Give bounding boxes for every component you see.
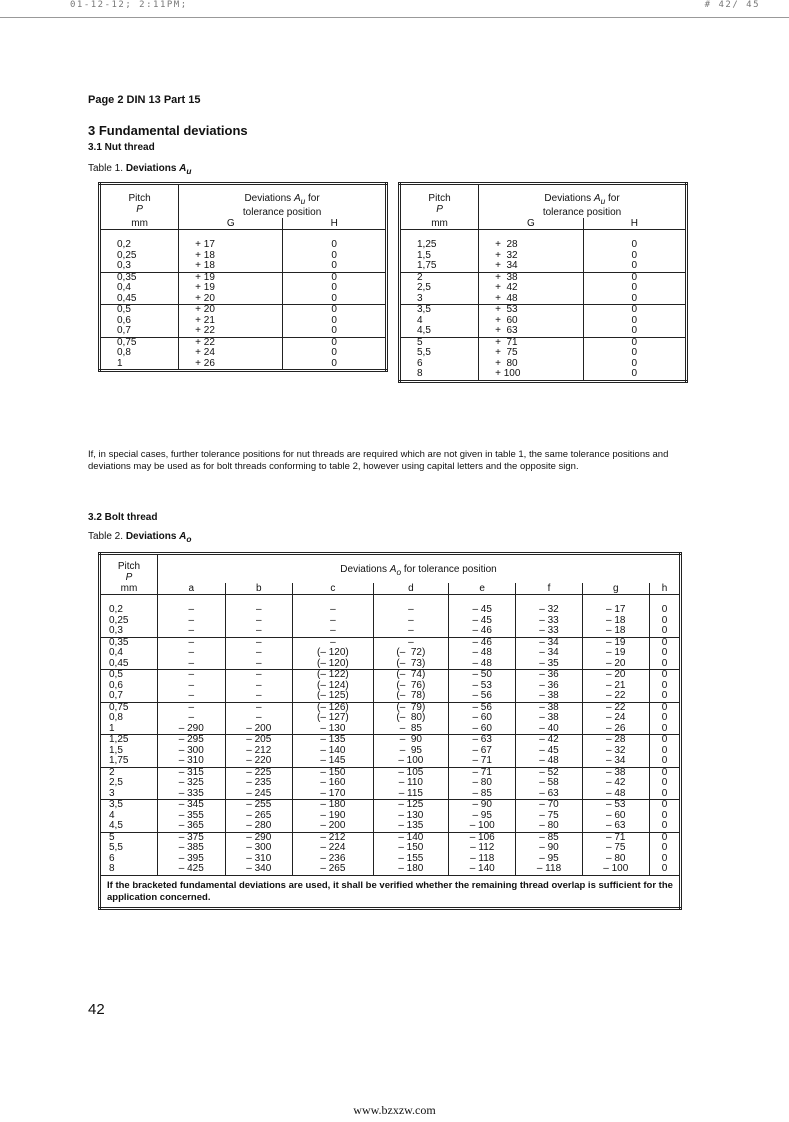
t2-group-row <box>100 767 681 800</box>
section-title: 3 Fundamental deviations <box>88 123 248 138</box>
t1-right-group-row <box>400 337 687 381</box>
t1-g-cell: + 22 + 24 + 26 <box>179 337 283 371</box>
t1-pitch-cell: 1,25 1,5 1,75 <box>400 230 479 273</box>
t2-a-cell: – 345 – 355 – 365 <box>158 800 226 833</box>
t2-g-cell: – 22 – 24 – 26 <box>582 702 650 735</box>
t2-pitch-label: Pitch <box>117 561 141 572</box>
t1r-pitch-header <box>400 184 479 219</box>
t2-unit-mm: mm <box>120 583 138 594</box>
t2-footnote: If the bracketed fundamental deviations are used, it shall be verified whether the remaining thread overlap is sufficient for the application concerned. <box>100 875 681 908</box>
t2-g-cell: – 28 – 32 – 34 <box>582 735 650 768</box>
t2-dev-sub: o <box>396 567 402 577</box>
t1-h-cell: 0 0 0 <box>283 272 387 305</box>
t2-col-h: h <box>650 583 681 595</box>
t2-pitch-cell: 0,5 0,6 0,7 <box>100 670 158 703</box>
subsection-nut-thread: 3.1 Nut thread <box>88 142 155 153</box>
t1r-unit-mm: mm <box>431 218 448 229</box>
t1-h-cell: 0 0 0 <box>583 230 686 273</box>
page-number: 42 <box>88 1001 105 1018</box>
page-header: Page 2 DIN 13 Part 15 <box>88 94 201 106</box>
t2-group-row <box>100 595 681 638</box>
t1r-col-h: H <box>583 218 686 230</box>
t1-h-cell: 0 0 0 <box>283 337 387 371</box>
t2-c-cell: (– 126) (– 127) – 130 <box>293 702 374 735</box>
t2-pitch-cell: 0,75 0,8 1 <box>100 702 158 735</box>
t2-b-cell: – 255 – 265 – 280 <box>225 800 293 833</box>
t2-b-cell: – 205 – 212 – 220 <box>225 735 293 768</box>
t1-left-group-row <box>100 272 387 305</box>
t1-pitch-cell: 0,5 0,6 0,7 <box>100 305 179 338</box>
t1r-dev-for: for <box>608 193 620 204</box>
t1-right-body <box>400 230 687 382</box>
t2-e-cell: – 63 – 67 – 71 <box>448 735 516 768</box>
special-cases-paragraph: If, in special cases, further tolerance positions for nut threads are required which are not given in table 1, the same tolerance positions and deviations may be used as for bolt threads conforming to table 2, however using capital letters and the opposite sign. <box>88 449 669 472</box>
table1-caption-symbol: A <box>179 163 187 174</box>
table1-caption <box>88 163 192 176</box>
table1-caption-prefix: Table 1. <box>88 163 124 174</box>
table2-caption <box>88 531 192 544</box>
t1-pitch-label: Pitch <box>128 193 151 204</box>
t2-h-cell: 0 0 0 <box>650 637 681 670</box>
t2-e-cell: – 56 – 60 – 60 <box>448 702 516 735</box>
t1-g-cell: + 19 + 19 + 20 <box>179 272 283 305</box>
t2-g-cell: – 38 – 42 – 48 <box>582 767 650 800</box>
fax-header-divider <box>0 17 789 18</box>
table2-caption-sub: o <box>186 534 192 544</box>
footer-url: www.bzxzw.com <box>353 1103 436 1117</box>
t2-c-cell: – 150 – 160 – 170 <box>293 767 374 800</box>
table1-left <box>98 182 388 372</box>
table1-right <box>398 182 688 383</box>
t1r-dev-line2: tolerance position <box>542 207 622 218</box>
t2-f-cell: – 36 – 36 – 38 <box>516 670 582 703</box>
t2-c-cell: – 135 – 140 – 145 <box>293 735 374 768</box>
t1-pitch-header <box>100 184 179 219</box>
t2-c-cell: – 180 – 190 – 200 <box>293 800 374 833</box>
t1-left-group-row <box>100 230 387 273</box>
t2-a-cell: – 295 – 300 – 310 <box>158 735 226 768</box>
t2-b-cell: – – – 200 <box>225 702 293 735</box>
subsection-bolt-thread: 3.2 Bolt thread <box>88 512 158 523</box>
t1-dev-symbol: A <box>293 193 301 204</box>
t1-right-group-row <box>400 230 687 273</box>
t2-d-cell: – – – <box>373 595 448 638</box>
t1-g-cell: + 53 + 60 + 63 <box>479 305 584 338</box>
t1-g-cell: + 20 + 21 + 22 <box>179 305 283 338</box>
t1-left-group-row <box>100 337 387 371</box>
t2-col-e: e <box>448 583 516 595</box>
t2-d-cell: – (– 72) (– 73) <box>373 637 448 670</box>
t1-col-h: H <box>283 218 387 230</box>
t2-b-cell: – – – <box>225 595 293 638</box>
t2-f-cell: – 34 – 34 – 35 <box>516 637 582 670</box>
t1r-dev-sub: u <box>600 196 606 206</box>
t1-pitch-cell: 2 2,5 3 <box>400 272 479 305</box>
t2-g-cell: – 19 – 19 – 20 <box>582 637 650 670</box>
t1-deviation-header <box>179 184 387 219</box>
t2-pitch-cell: 0,2 0,25 0,3 <box>100 595 158 638</box>
t2-f-cell: – 38 – 38 – 40 <box>516 702 582 735</box>
t2-b-cell: – 225 – 235 – 245 <box>225 767 293 800</box>
table2-caption-prefix: Table 2. <box>88 531 124 542</box>
fax-header <box>70 0 760 14</box>
t1-dev-for: for <box>308 193 320 204</box>
t1-dev-sub: u <box>300 196 306 206</box>
table1-caption-sub: u <box>186 166 192 176</box>
t2-e-cell: – 45 – 45 – 46 <box>448 595 516 638</box>
t2-a-cell: – – – <box>158 670 226 703</box>
t2-h-cell: 0 0 0 <box>650 702 681 735</box>
t2-pitch-header <box>100 554 158 584</box>
t1-unit-mm: mm <box>131 218 148 229</box>
t2-h-cell: 0 0 0 0 <box>650 832 681 875</box>
t2-col-b: b <box>225 583 293 595</box>
t1-pitch-cell: 0,75 0,8 1 <box>100 337 179 371</box>
t1-dev-line2: tolerance position <box>242 207 322 218</box>
t1r-pitch-label: Pitch <box>428 193 451 204</box>
t1-pitch-cell: 5 5,5 6 8 <box>400 337 479 381</box>
t2-col-g: g <box>582 583 650 595</box>
t1-h-cell: 0 0 0 <box>583 305 686 338</box>
t1-g-cell: + 71 + 75 + 80 + 100 <box>479 337 584 381</box>
t2-g-cell: – 20 – 21 – 22 <box>582 670 650 703</box>
t2-group-row <box>100 702 681 735</box>
t2-b-cell: – – – <box>225 670 293 703</box>
t2-a-cell: – 375 – 385 – 395 – 425 <box>158 832 226 875</box>
t2-g-cell: – 53 – 60 – 63 <box>582 800 650 833</box>
t2-g-cell: – 17 – 18 – 18 <box>582 595 650 638</box>
t2-d-cell: – 140 – 150 – 155 – 180 <box>373 832 448 875</box>
t2-d-cell: (– 74) (– 76) (– 78) <box>373 670 448 703</box>
t2-group-row <box>100 637 681 670</box>
t2-pitch-cell: 5 5,5 6 8 <box>100 832 158 875</box>
t2-c-cell: – – – <box>293 595 374 638</box>
t2-f-cell: – 42 – 45 – 48 <box>516 735 582 768</box>
table2-caption-symbol: A <box>179 531 187 542</box>
t1-left-group-row <box>100 305 387 338</box>
t2-c-cell: – 212 – 224 – 236 – 265 <box>293 832 374 875</box>
t2-d-cell: – 105 – 110 – 115 <box>373 767 448 800</box>
t1-right-group-row <box>400 272 687 305</box>
t1-pitch-cell: 0,2 0,25 0,3 <box>100 230 179 273</box>
fax-page-count: # 42/ 45 <box>704 0 760 10</box>
t1-g-cell: + 38 + 42 + 48 <box>479 272 584 305</box>
t1-h-cell: 0 0 0 0 <box>583 337 686 381</box>
t2-group-row <box>100 735 681 768</box>
t2-e-cell: – 71 – 80 – 85 <box>448 767 516 800</box>
t2-dev-suffix: for tolerance position <box>403 564 497 575</box>
t2-a-cell: – – – <box>158 595 226 638</box>
t1r-dev-label: Deviations <box>544 193 592 204</box>
t1-h-cell: 0 0 0 <box>583 272 686 305</box>
t1-left-body <box>100 230 387 371</box>
t2-col-a: a <box>158 583 226 595</box>
t2-f-cell: – 85 – 90 – 95 – 118 <box>516 832 582 875</box>
t1-pitch-cell: 3,5 4 4,5 <box>400 305 479 338</box>
t2-e-cell: – 90 – 95 – 100 <box>448 800 516 833</box>
t2-e-cell: – 46 – 48 – 48 <box>448 637 516 670</box>
t2-h-cell: 0 0 0 <box>650 735 681 768</box>
t1r-deviation-header <box>479 184 687 219</box>
table1-caption-title: Deviations <box>125 163 177 174</box>
t2-pitch-cell: 3,5 4 4,5 <box>100 800 158 833</box>
t2-f-cell: – 70 – 75 – 80 <box>516 800 582 833</box>
t2-pitch-cell: 0,35 0,4 0,45 <box>100 637 158 670</box>
t1r-dev-symbol: A <box>593 193 601 204</box>
table2 <box>98 552 682 910</box>
fax-timestamp: 01-12-12; 2:11PM; <box>70 0 188 10</box>
t2-c-cell: – (– 120) (– 120) <box>293 637 374 670</box>
t2-d-cell: – 125 – 130 – 135 <box>373 800 448 833</box>
t2-b-cell: – – – <box>225 637 293 670</box>
t2-e-cell: – 106 – 112 – 118 – 140 <box>448 832 516 875</box>
t2-col-f: f <box>516 583 582 595</box>
t2-group-row <box>100 670 681 703</box>
t2-g-cell: – 71 – 75 – 80 – 100 <box>582 832 650 875</box>
t2-deviation-header <box>158 554 681 584</box>
t1-g-cell: + 17 + 18 + 18 <box>179 230 283 273</box>
t2-f-cell: – 52 – 58 – 63 <box>516 767 582 800</box>
table2-caption-title: Deviations <box>125 531 177 542</box>
t2-pitch-symbol: P <box>125 572 133 583</box>
t2-pitch-cell: 1,25 1,5 1,75 <box>100 735 158 768</box>
t2-h-cell: 0 0 0 <box>650 595 681 638</box>
t2-h-cell: 0 0 0 <box>650 670 681 703</box>
t2-dev-symbol: A <box>389 564 397 575</box>
t2-h-cell: 0 0 0 <box>650 767 681 800</box>
t2-group-row <box>100 800 681 833</box>
t1-g-cell: + 28 + 32 + 34 <box>479 230 584 273</box>
t1-pitch-symbol: P <box>136 204 143 215</box>
t1-h-cell: 0 0 0 <box>283 230 387 273</box>
t2-group-row <box>100 832 681 875</box>
t2-col-d: d <box>373 583 448 595</box>
t2-pitch-cell: 2 2,5 3 <box>100 767 158 800</box>
t1-pitch-cell: 0,35 0,4 0,45 <box>100 272 179 305</box>
t2-d-cell: (– 79) (– 80) – 85 <box>373 702 448 735</box>
t1-dev-label: Deviations <box>244 193 292 204</box>
t2-d-cell: – 90 – 95 – 100 <box>373 735 448 768</box>
t2-col-c: c <box>293 583 374 595</box>
t2-b-cell: – 290 – 300 – 310 – 340 <box>225 832 293 875</box>
t1-h-cell: 0 0 0 <box>283 305 387 338</box>
t2-f-cell: – 32 – 33 – 33 <box>516 595 582 638</box>
t2-c-cell: (– 122) (– 124) (– 125) <box>293 670 374 703</box>
t2-dev-label: Deviations <box>340 564 387 575</box>
t1r-pitch-symbol: P <box>436 204 443 215</box>
t1r-col-g: G <box>479 218 584 230</box>
t2-a-cell: – – – <box>158 637 226 670</box>
t2-e-cell: – 50 – 53 – 56 <box>448 670 516 703</box>
t1-right-group-row <box>400 305 687 338</box>
t2-a-cell: – – – 290 <box>158 702 226 735</box>
t1-col-g: G <box>179 218 283 230</box>
t2-body <box>100 595 681 876</box>
t2-a-cell: – 315 – 325 – 335 <box>158 767 226 800</box>
t2-h-cell: 0 0 0 <box>650 800 681 833</box>
